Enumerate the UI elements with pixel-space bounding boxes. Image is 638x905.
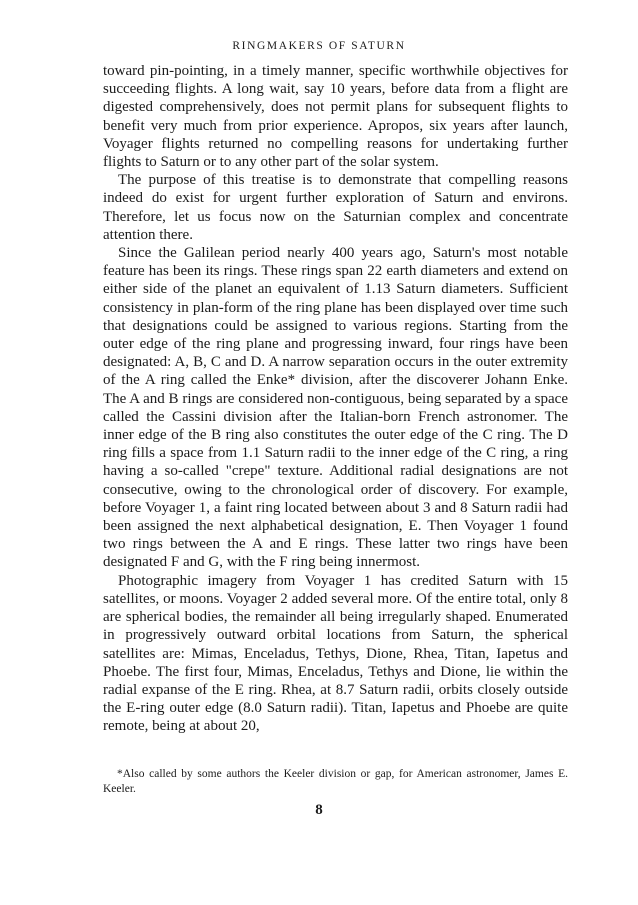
running-head: RINGMAKERS OF SATURN bbox=[232, 40, 406, 52]
body-text bbox=[103, 62, 568, 736]
page-number: 8 bbox=[315, 802, 323, 818]
footnote: *Also called by some authors the Keeler division or gap, for American astronomer, James E. Keeler. bbox=[103, 768, 568, 795]
paragraph-continuation: toward pin-pointing, in a timely manner, specific worthwhile objectives for succeeding flights. A long wait, say 10 years, before data from a flight are digested comprehensively, does not permit plans for subsequent flights to benefit very much from prior experience. Apropos, six years after launch, Voyager flights returned no compelling reasons for undertaking further flights to Saturn or to any other part of the solar system. bbox=[103, 63, 568, 171]
paragraph-rings: Since the Galilean period nearly 400 years ago, Saturn's most notable feature has been its rings. These rings span 22 earth diameters and extend on either side of the planet an equivalent of 1.13 Saturn diameters. Sufficient consistency in plan-form of the ring plane has been displayed over time such that designations could be assigned to various regions. Starting from the outer edge of the ring plane and progressing inward, four rings have been designated: A, B, C and D. A narrow separation occurs in the outer extremity of the A ring called the Enke* division, after the discoverer Johann Enke. The A and B rings are considered non-contiguous, being separated by a space called the Cassini division after the Italian-born French astronomer. The inner edge of the B ring also constitutes the outer edge of the C ring. The D ring fills a space from 1.1 Saturn radii to the inner edge of the C ring, a ring having a so-called "crepe" texture. Additional radial designations are not consecutive, owing to the chronological order of discovery. For example, before Voyager 1, a faint ring located between about 3 and 8 Saturn radii had been assigned the next alphabetical designation, E. Then Voyager 1 found two rings between the A and E rings. These latter two rings have been designated F and G, with the F ring being innermost. bbox=[103, 245, 568, 571]
paragraph-purpose: The purpose of this treatise is to demonstrate that compelling reasons indeed do exist for urgent further exploration of Saturn and environs. Therefore, let us focus now on the Saturnian complex and concentrate attention there. bbox=[103, 172, 568, 243]
paragraph-satellites: Photographic imagery from Voyager 1 has credited Saturn with 15 satellites, or moons. Voyager 2 added several more. Of the entire total, only 8 are spherical bodies, the remainder all being irregularly shaped. Enumerated in progressively outward orbital locations from Saturn, the spherical satellites are: Mimas, Enceladus, Tethys, Dione, Rhea, Titan, Iapetus and Phoebe. The first four, Mimas, Enceladus, Tethys and Dione, lie within the radial expanse of the E ring. Rhea, at 8.7 Saturn radii, orbits closely outside the E-ring outer edge (8.0 Saturn radii). Titan, Iapetus and Phoebe are quite remote, being at about 20, bbox=[103, 572, 568, 735]
